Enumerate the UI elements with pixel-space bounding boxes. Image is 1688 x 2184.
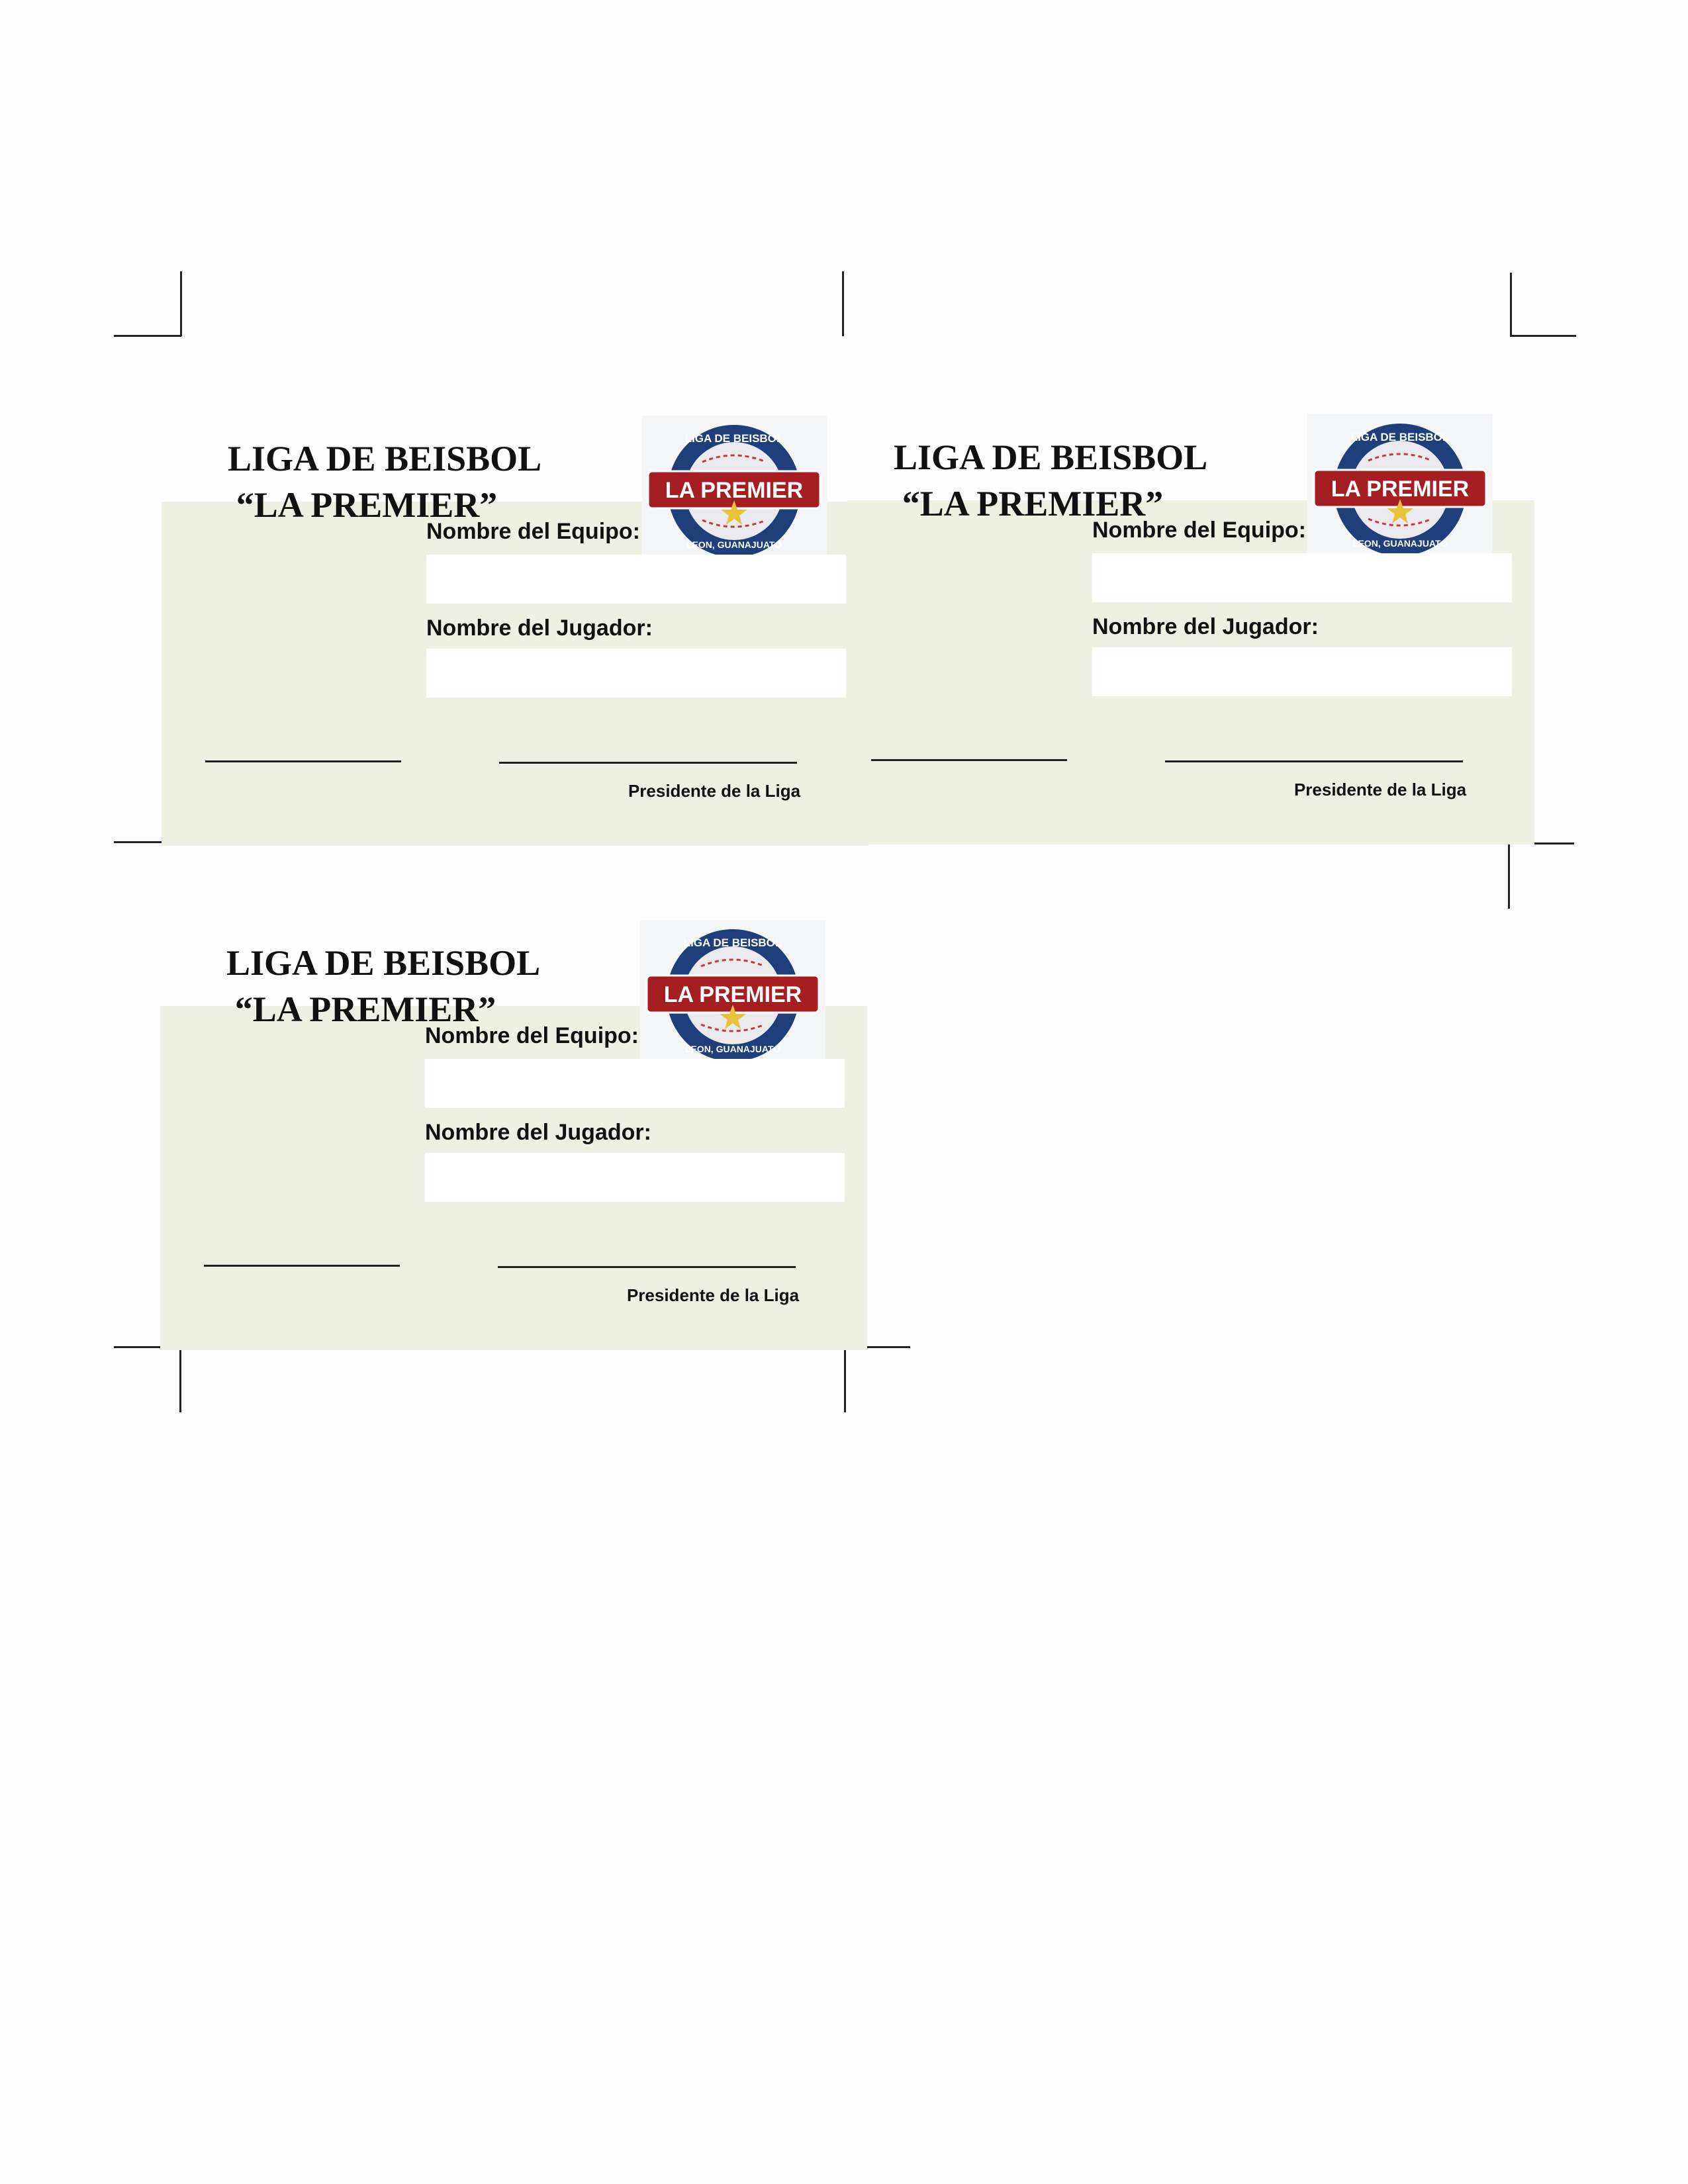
crop-mark	[842, 271, 844, 336]
team-name-field[interactable]	[1092, 553, 1512, 602]
player-signature-line	[204, 1265, 400, 1267]
baseball-star-logo-icon	[641, 416, 827, 567]
president-signature-line	[1165, 760, 1463, 762]
svg-text:LEON, GUANAJUATO: LEON, GUANAJUATO	[1352, 538, 1448, 549]
president-caption: Presidente de la Liga	[626, 1285, 800, 1305]
crop-mark	[180, 271, 182, 336]
svg-text:LIGA DE BEISBOL: LIGA DE BEISBOL	[1350, 431, 1450, 443]
svg-text:LIGA DE BEISBOL: LIGA DE BEISBOL	[683, 936, 782, 949]
league-title	[894, 434, 1208, 527]
team-name-field[interactable]	[425, 1059, 845, 1108]
svg-text:LA PREMIER: LA PREMIER	[663, 982, 802, 1007]
crop-mark	[1510, 273, 1512, 336]
team-label: Nombre del Equipo:	[1092, 518, 1306, 543]
title-line-1: LIGA DE BEISBOL	[226, 943, 541, 983]
player-signature-line	[205, 760, 401, 762]
id-card-2	[827, 335, 1534, 844]
league-title	[228, 435, 542, 528]
title-line-1: LIGA DE BEISBOL	[894, 437, 1208, 477]
president-caption: Presidente de la Liga	[628, 781, 801, 801]
id-card-3	[160, 841, 867, 1350]
title-line-2: “LA PREMIER”	[234, 989, 496, 1029]
player-label: Nombre del Jugador:	[425, 1120, 651, 1145]
player-name-field[interactable]	[426, 649, 846, 698]
svg-text:LEON, GUANAJUATO: LEON, GUANAJUATO	[684, 1044, 781, 1054]
league-title	[226, 940, 541, 1032]
president-signature-line	[499, 762, 797, 764]
svg-text:LA PREMIER: LA PREMIER	[1331, 477, 1470, 502]
president-caption: Presidente de la Liga	[1293, 780, 1467, 799]
crop-mark	[179, 1346, 181, 1412]
svg-text:LA PREMIER: LA PREMIER	[665, 478, 804, 503]
crop-mark	[844, 1346, 846, 1412]
crop-mark	[1508, 842, 1510, 909]
id-card-1	[162, 336, 868, 846]
baseball-star-logo-icon	[640, 920, 825, 1071]
team-name-field[interactable]	[426, 555, 846, 604]
player-signature-line	[871, 759, 1067, 761]
title-line-2: “LA PREMIER”	[902, 484, 1164, 523]
player-name-field[interactable]	[425, 1153, 845, 1202]
president-signature-line	[498, 1266, 796, 1268]
player-label: Nombre del Jugador:	[1092, 614, 1319, 639]
player-name-field[interactable]	[1092, 647, 1512, 696]
team-label: Nombre del Equipo:	[425, 1023, 639, 1048]
svg-text:LIGA DE BEISBOL: LIGA DE BEISBOL	[684, 432, 784, 445]
player-label: Nombre del Jugador:	[426, 615, 653, 641]
title-line-1: LIGA DE BEISBOL	[228, 439, 542, 478]
baseball-star-logo-icon	[1307, 414, 1493, 565]
team-label: Nombre del Equipo:	[426, 519, 640, 544]
title-line-2: “LA PREMIER”	[236, 485, 498, 525]
svg-text:LEON, GUANAJUATO: LEON, GUANAJUATO	[686, 539, 782, 550]
